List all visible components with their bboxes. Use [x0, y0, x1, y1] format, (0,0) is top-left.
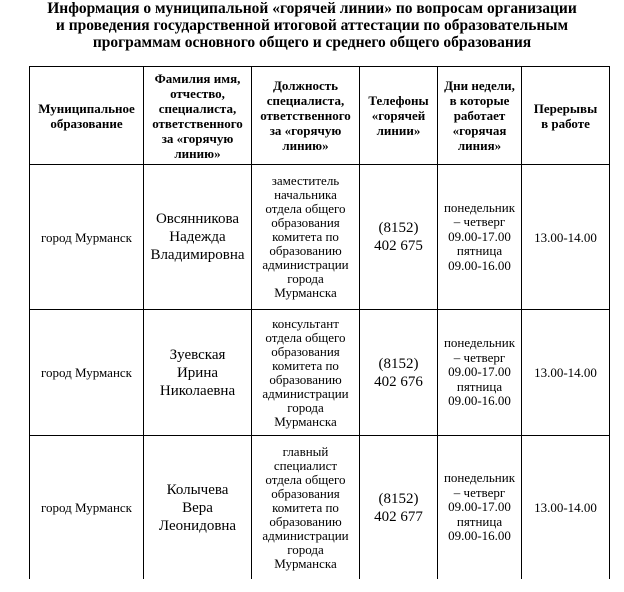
cell-municipality: город Мурманск [30, 436, 144, 580]
cell-phone: (8152) 402 677 [360, 436, 438, 580]
cell-position: консультант отдела общего образования комитета по образованию администрации города Мурманска [252, 310, 360, 436]
cell-days: понедельник – четверг 09.00-17.00 пятница 09.00-16.00 [438, 436, 522, 580]
cell-days: понедельник – четверг 09.00-17.00 пятница 09.00-16.00 [438, 310, 522, 436]
title-line-2: и проведения государственной итоговой аттестации по образовательным [55, 17, 569, 34]
cell-fio: Зуевская Ирина Николаевна [144, 310, 252, 436]
title-line-1: Информация о муниципальной «горячей линии» по вопросам организации [47, 0, 577, 17]
cell-position: главный специалист отдела общего образования комитета по образованию администрации города Мурманска [252, 436, 360, 580]
title-line-3: программам основного общего и среднего общего образования [92, 34, 532, 51]
cell-fio: Овсянникова Надежда Владимировна [144, 165, 252, 310]
table-row [30, 165, 610, 310]
cell-municipality: город Мурманск [30, 165, 144, 310]
header-fio: Фамилия имя, отчество, специалиста, ответственного за «горячую линию» [144, 67, 252, 165]
table-row [30, 436, 610, 580]
table-row [30, 310, 610, 436]
cell-days: понедельник – четверг 09.00-17.00 пятница 09.00-16.00 [438, 165, 522, 310]
hotline-table [29, 66, 610, 579]
header-municipality: Муниципальное образование [30, 67, 144, 165]
cell-fio: Колычева Вера Леонидовна [144, 436, 252, 580]
cell-municipality: город Мурманск [30, 310, 144, 436]
cell-phone: (8152) 402 676 [360, 310, 438, 436]
document-title [0, 0, 624, 51]
cell-breaks: 13.00-14.00 [522, 165, 610, 310]
cell-position: заместитель начальника отдела общего образования комитета по образованию администрации города Мурманска [252, 165, 360, 310]
header-breaks: Перерывы в работе [522, 67, 610, 165]
header-position: Должность специалиста, ответственного за «горячую линию» [252, 67, 360, 165]
header-days: Дни недели, в которые работает «горячая линия» [438, 67, 522, 165]
cell-breaks: 13.00-14.00 [522, 436, 610, 580]
cell-breaks: 13.00-14.00 [522, 310, 610, 436]
header-row [30, 67, 610, 165]
header-phones: Телефоны «горячей линии» [360, 67, 438, 165]
cell-phone: (8152) 402 675 [360, 165, 438, 310]
